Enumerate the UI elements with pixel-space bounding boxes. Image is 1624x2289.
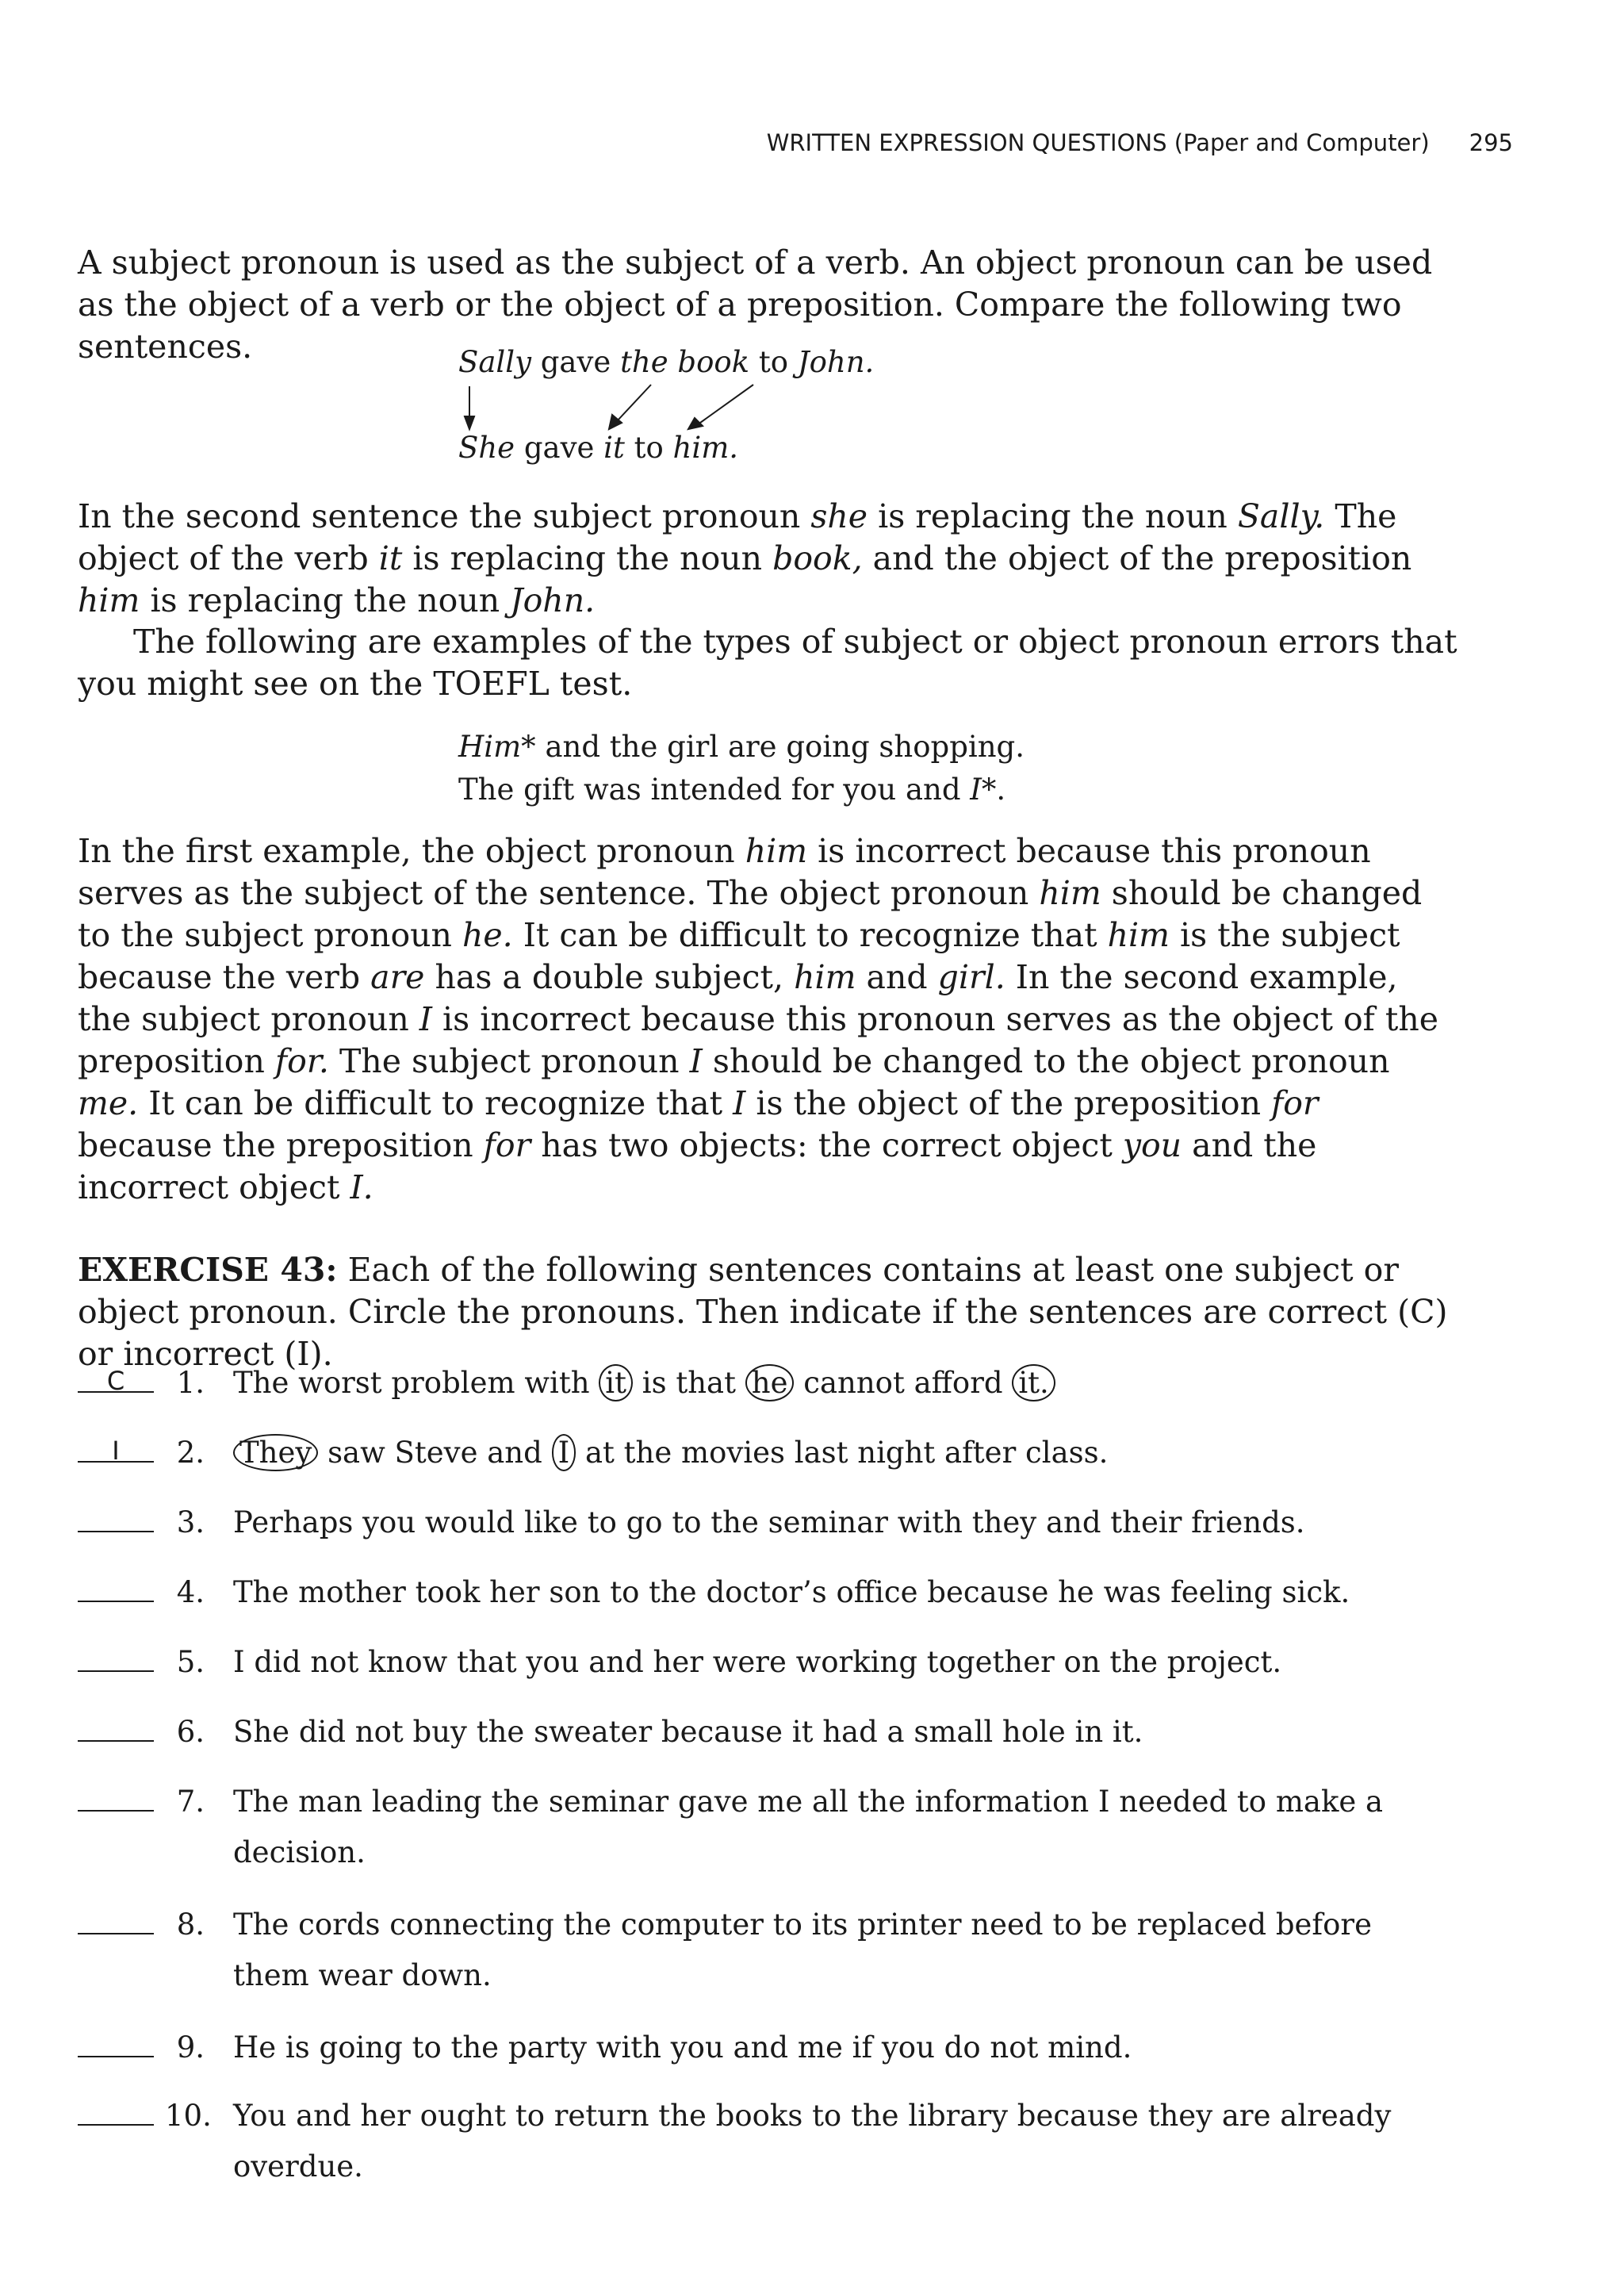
analysis-paragraph bbox=[78, 830, 1457, 1209]
diagram-him: him. bbox=[672, 431, 739, 465]
item-sentence bbox=[233, 1428, 1423, 1478]
text-run: The object of the verb bbox=[78, 497, 1397, 577]
text-run-italic: girl. bbox=[937, 958, 1005, 996]
answer-blank[interactable] bbox=[78, 1670, 154, 1672]
text-run-italic: him bbox=[78, 581, 140, 619]
text-run-italic: book, bbox=[772, 539, 863, 577]
text-run: should be changed to the object pronoun bbox=[702, 1042, 1390, 1080]
explanation-paragraph-2: The following are examples of the types of subject or object pronoun errors that you might see on the TOEFL test. bbox=[78, 623, 1457, 703]
exercise-item-2 bbox=[78, 1428, 1457, 1499]
exercise-title: EXERCISE 43: bbox=[78, 1251, 338, 1289]
text-run-italic: I bbox=[689, 1042, 703, 1080]
text-run: . bbox=[996, 773, 1006, 807]
circled-pronoun: I bbox=[552, 1434, 576, 1471]
text-run-italic: Him* bbox=[458, 730, 536, 764]
item-number: 6. bbox=[176, 1715, 205, 1749]
text-run: and the girl are going shopping. bbox=[535, 730, 1025, 764]
text-run: and the incorrect object bbox=[78, 1126, 1317, 1206]
item-sentence: I did not know that you and her were working together on the project. bbox=[233, 1645, 1282, 1679]
text-run-italic: it bbox=[378, 539, 403, 577]
exercise-item-10 bbox=[78, 2091, 1457, 2202]
text-run-italic: him bbox=[1039, 874, 1101, 912]
text-run-italic: I* bbox=[970, 773, 997, 807]
text-run: The worst problem with bbox=[233, 1366, 599, 1400]
text-run-italic: Sally. bbox=[1237, 497, 1325, 535]
text-run-italic: I. bbox=[350, 1168, 373, 1206]
exercise-header bbox=[78, 1249, 1457, 1375]
text-run-italic: I bbox=[419, 1000, 432, 1038]
text-run: is replacing the noun bbox=[140, 581, 511, 619]
item-number: 4. bbox=[176, 1575, 205, 1609]
arrow-head-icon bbox=[465, 416, 474, 429]
text-run-italic: for. bbox=[274, 1042, 329, 1080]
text-run-italic: I bbox=[733, 1084, 746, 1122]
diagram-gave-2: gave bbox=[515, 431, 604, 465]
text-run: has two objects: the correct object bbox=[530, 1126, 1123, 1164]
page-number: 295 bbox=[1469, 129, 1513, 156]
text-run-italic: John. bbox=[510, 581, 596, 619]
text-run-italic: for bbox=[1271, 1084, 1319, 1122]
exercise-item-7 bbox=[78, 1777, 1457, 1888]
exercise-item-9 bbox=[78, 2023, 1457, 2094]
diagram-it: it bbox=[603, 431, 625, 465]
text-run: In the first example, the object pronoun bbox=[78, 832, 745, 870]
item-number: 9. bbox=[176, 2030, 205, 2065]
item-sentence: He is going to the party with you and me if you do not mind. bbox=[233, 2030, 1132, 2065]
diagram-to-2: to bbox=[624, 431, 673, 465]
exercise-item-1 bbox=[78, 1358, 1457, 1429]
text-run-italic: for bbox=[483, 1126, 531, 1164]
text-run: It can be difficult to recognize that bbox=[512, 916, 1108, 954]
diagram-sally: Sally bbox=[458, 345, 531, 379]
diagram-john: John. bbox=[797, 345, 875, 379]
exercise-item-8 bbox=[78, 1900, 1457, 2011]
diagram-sentence-2 bbox=[458, 431, 738, 465]
diagram-gave: gave bbox=[530, 345, 621, 379]
answer-blank[interactable] bbox=[78, 1933, 154, 1934]
text-run-italic: she bbox=[810, 497, 868, 535]
item-sentence: The mother took her son to the doctor’s office because he was feeling sick. bbox=[233, 1575, 1350, 1609]
circled-pronoun: it. bbox=[1012, 1364, 1055, 1401]
item-sentence: The cords connecting the computer to its printer need to be replaced before them wear down. bbox=[233, 1908, 1372, 1992]
text-run: and the object of the preposition bbox=[862, 539, 1412, 577]
item-number: 3. bbox=[176, 1505, 205, 1539]
item-sentence: Perhaps you would like to go to the seminar with they and their friends. bbox=[233, 1505, 1305, 1539]
text-run: It can be difficult to recognize that bbox=[138, 1084, 733, 1122]
diagram-the-book: the book bbox=[620, 345, 750, 379]
diagram-to: to bbox=[749, 345, 798, 379]
error-examples bbox=[458, 726, 1025, 811]
answer-blank[interactable] bbox=[78, 1810, 154, 1812]
explanation-paragraph-1 bbox=[78, 496, 1457, 622]
item-number: 1. bbox=[176, 1366, 205, 1400]
answer-mark: I bbox=[112, 1436, 120, 1466]
exercise-instructions: Each of the following sentences contains at least one subject or object pronoun. Circle the pronouns. Then indicate if the sentences are correct (C) or incorrect (I). bbox=[78, 1251, 1448, 1373]
item-sentence: You and her ought to return the books to the library because they are already overdue. bbox=[233, 2099, 1392, 2184]
exercise-item-3 bbox=[78, 1497, 1457, 1569]
item-sentence: The man leading the seminar gave me all the information I needed to make a decision. bbox=[233, 1785, 1384, 1869]
example-sentence-2 bbox=[458, 769, 1025, 811]
circled-pronoun: he bbox=[745, 1364, 795, 1401]
text-run-italic: me. bbox=[78, 1084, 139, 1122]
item-sentence bbox=[233, 1358, 1423, 1409]
exercise-item-5 bbox=[78, 1637, 1457, 1708]
text-run: The gift was intended for you and bbox=[458, 773, 971, 807]
answer-blank[interactable] bbox=[78, 2124, 154, 2126]
diagram-she: She bbox=[458, 431, 515, 465]
text-run: is replacing the noun bbox=[402, 539, 773, 577]
pronoun-diagram bbox=[458, 345, 875, 472]
text-run-italic: are bbox=[370, 958, 425, 996]
item-number: 5. bbox=[176, 1645, 205, 1679]
text-run: In the second example, the subject pronoun bbox=[78, 958, 1398, 1038]
exercise-item-6 bbox=[78, 1707, 1457, 1778]
example-sentence-1 bbox=[458, 726, 1025, 769]
answer-blank[interactable] bbox=[78, 1740, 154, 1742]
item-number: 2. bbox=[176, 1436, 205, 1470]
answer-blank[interactable] bbox=[78, 1601, 154, 1602]
text-run: is the subject because the verb bbox=[78, 916, 1400, 996]
text-run: is replacing the noun bbox=[868, 497, 1238, 535]
text-run: In the second sentence the subject pronoun bbox=[78, 497, 811, 535]
text-run: is incorrect because this pronoun serves as the object of the preposition bbox=[78, 1000, 1439, 1080]
text-run: saw Steve and bbox=[318, 1436, 552, 1470]
text-run-italic: him bbox=[745, 832, 808, 870]
answer-blank[interactable] bbox=[78, 1531, 154, 1532]
text-run-italic: him bbox=[794, 958, 856, 996]
text-run: has a double subject, bbox=[424, 958, 795, 996]
header-title: WRITTEN EXPRESSION QUESTIONS (Paper and Computer) bbox=[766, 129, 1430, 156]
exercise-item-4 bbox=[78, 1567, 1457, 1639]
item-number: 10. bbox=[165, 2099, 212, 2133]
arrow-head-icon bbox=[688, 418, 703, 429]
text-run-italic: you bbox=[1122, 1126, 1182, 1164]
circled-pronoun: it bbox=[599, 1364, 633, 1401]
text-run: because the preposition bbox=[78, 1126, 484, 1164]
intro-paragraph: A subject pronoun is used as the subject of a verb. An object pronoun can be used as the object of a verb or the object of a preposition. Compare the following two sentences. bbox=[78, 243, 1433, 366]
text-run-italic: he. bbox=[462, 916, 513, 954]
item-sentence: She did not buy the sweater because it had a small hole in it. bbox=[233, 1715, 1143, 1749]
text-run: The subject pronoun bbox=[328, 1042, 690, 1080]
text-run: cannot afford bbox=[794, 1366, 1013, 1400]
item-number: 7. bbox=[176, 1785, 205, 1819]
text-run: is the object of the preposition bbox=[745, 1084, 1272, 1122]
answer-mark: C bbox=[106, 1366, 125, 1396]
text-run: is that bbox=[633, 1366, 745, 1400]
text-run: at the movies last night after class. bbox=[576, 1436, 1109, 1470]
text-run: should be changed to the subject pronoun bbox=[78, 874, 1423, 954]
answer-blank[interactable] bbox=[78, 2056, 154, 2057]
text-run: and bbox=[856, 958, 938, 996]
item-number: 8. bbox=[176, 1908, 205, 1942]
text-run: is incorrect because this pronoun serves as the subject of the sentence. The object pronoun bbox=[78, 832, 1371, 912]
circled-pronoun: They bbox=[233, 1434, 318, 1471]
text-run-italic: him bbox=[1107, 916, 1170, 954]
running-header bbox=[767, 129, 1513, 156]
